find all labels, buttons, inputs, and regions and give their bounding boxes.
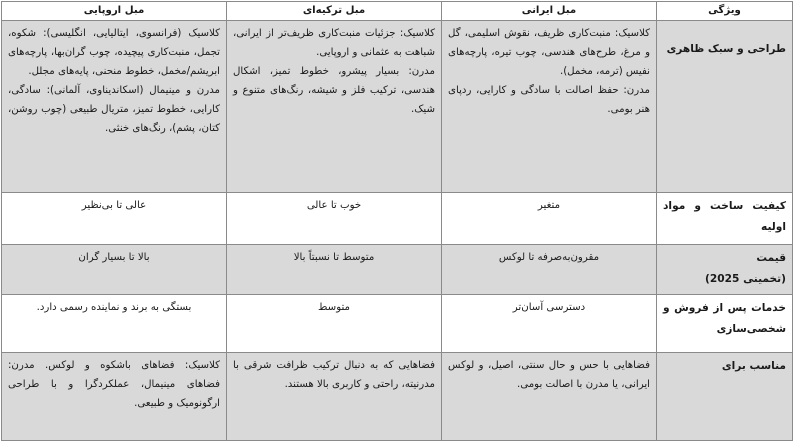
feature-price-sub: (تخمینی 2025) (705, 273, 786, 285)
feature-price (657, 245, 793, 295)
turkish-quality: خوب تا عالی (227, 193, 442, 245)
european-design-classic: کلاسیک (فرانسوی، ایتالیایی، انگلیسی): شکوه، تجمل، منبت‌کاری پیچیده، چوب گران‌بها، پارچه‌های ابریشم/مخمل، خطوط منحنی، پایه‌های مجلل. (8, 28, 220, 77)
european-design-modern: مدرن و مینیمال (اسکاندیناوی، آلمانی): سادگی، کارایی، خطوط تمیز، متریال طبیعی (چوب روشن، کتان، پشم)، رنگ‌های خنثی. (8, 85, 220, 134)
iranian-design (442, 21, 657, 193)
feature-suitable: مناسب برای (657, 353, 793, 441)
european-service: بستگی به برند و نماینده رسمی دارد. (2, 295, 227, 353)
iranian-service: دسترسی آسان‌تر (442, 295, 657, 353)
table-row-price (2, 245, 793, 295)
iranian-quality: متغیر (442, 193, 657, 245)
turkish-design (227, 21, 442, 193)
feature-service: خدمات پس از فروش و شخصی‌سازی (657, 295, 793, 353)
header-european: مبل اروپایی (2, 2, 227, 21)
header-iranian: مبل ایرانی (442, 2, 657, 21)
header-turkish: مبل ترکیه‌ای (227, 2, 442, 21)
turkish-service: متوسط (227, 295, 442, 353)
turkish-suitable: فضاهایی که به دنبال ترکیب ظرافت شرقی با مدرنیته، راحتی و کاربری بالا هستند. (227, 353, 442, 441)
european-quality: عالی تا بی‌نظیر (2, 193, 227, 245)
feature-price-label: قیمت (756, 252, 786, 264)
iranian-design-modern: مدرن: حفظ اصالت با سادگی و کارایی، ردپای هنر بومی. (448, 85, 650, 115)
table-row-design (2, 21, 793, 193)
table-header-row (2, 2, 793, 21)
feature-quality: کیفیت ساخت و مواد اولیه (657, 193, 793, 245)
turkish-design-classic: کلاسیک: جزئیات منبت‌کاری ظریف‌تر از ایرانی، شباهت به عثمانی و اروپایی. (233, 28, 435, 58)
turkish-price: متوسط تا نسبتاً بالا (227, 245, 442, 295)
turkish-design-modern: مدرن: بسیار پیشرو، خطوط تمیز، اشکال هندسی، ترکیب فلز و شیشه، رنگ‌های متنوع و شیک. (233, 66, 435, 115)
european-suitable: کلاسیک: فضاهای باشکوه و لوکس. مدرن: فضاهای مینیمال، عملکردگرا و با طراحی ارگونومیک و طبیعی. (2, 353, 227, 441)
iranian-suitable: فضاهایی با حس و حال سنتی، اصیل، و لوکس ایرانی، یا مدرن با اصالت بومی. (442, 353, 657, 441)
european-design (2, 21, 227, 193)
iranian-design-classic: کلاسیک: منبت‌کاری ظریف، نقوش اسلیمی، گل و مرغ، طرح‌های هندسی، چوب تیره، پارچه‌های نفیس (ترمه، مخمل). (448, 28, 650, 77)
european-price: بالا تا بسیار گران (2, 245, 227, 295)
iranian-price: مقرون‌به‌صرفه تا لوکس (442, 245, 657, 295)
table-row-quality (2, 193, 793, 245)
table-row-service (2, 295, 793, 353)
feature-design: طراحی و سبک ظاهری (657, 21, 793, 193)
header-feature: ویژگی (657, 2, 793, 21)
table-row-suitable (2, 353, 793, 441)
comparison-table (1, 1, 793, 441)
